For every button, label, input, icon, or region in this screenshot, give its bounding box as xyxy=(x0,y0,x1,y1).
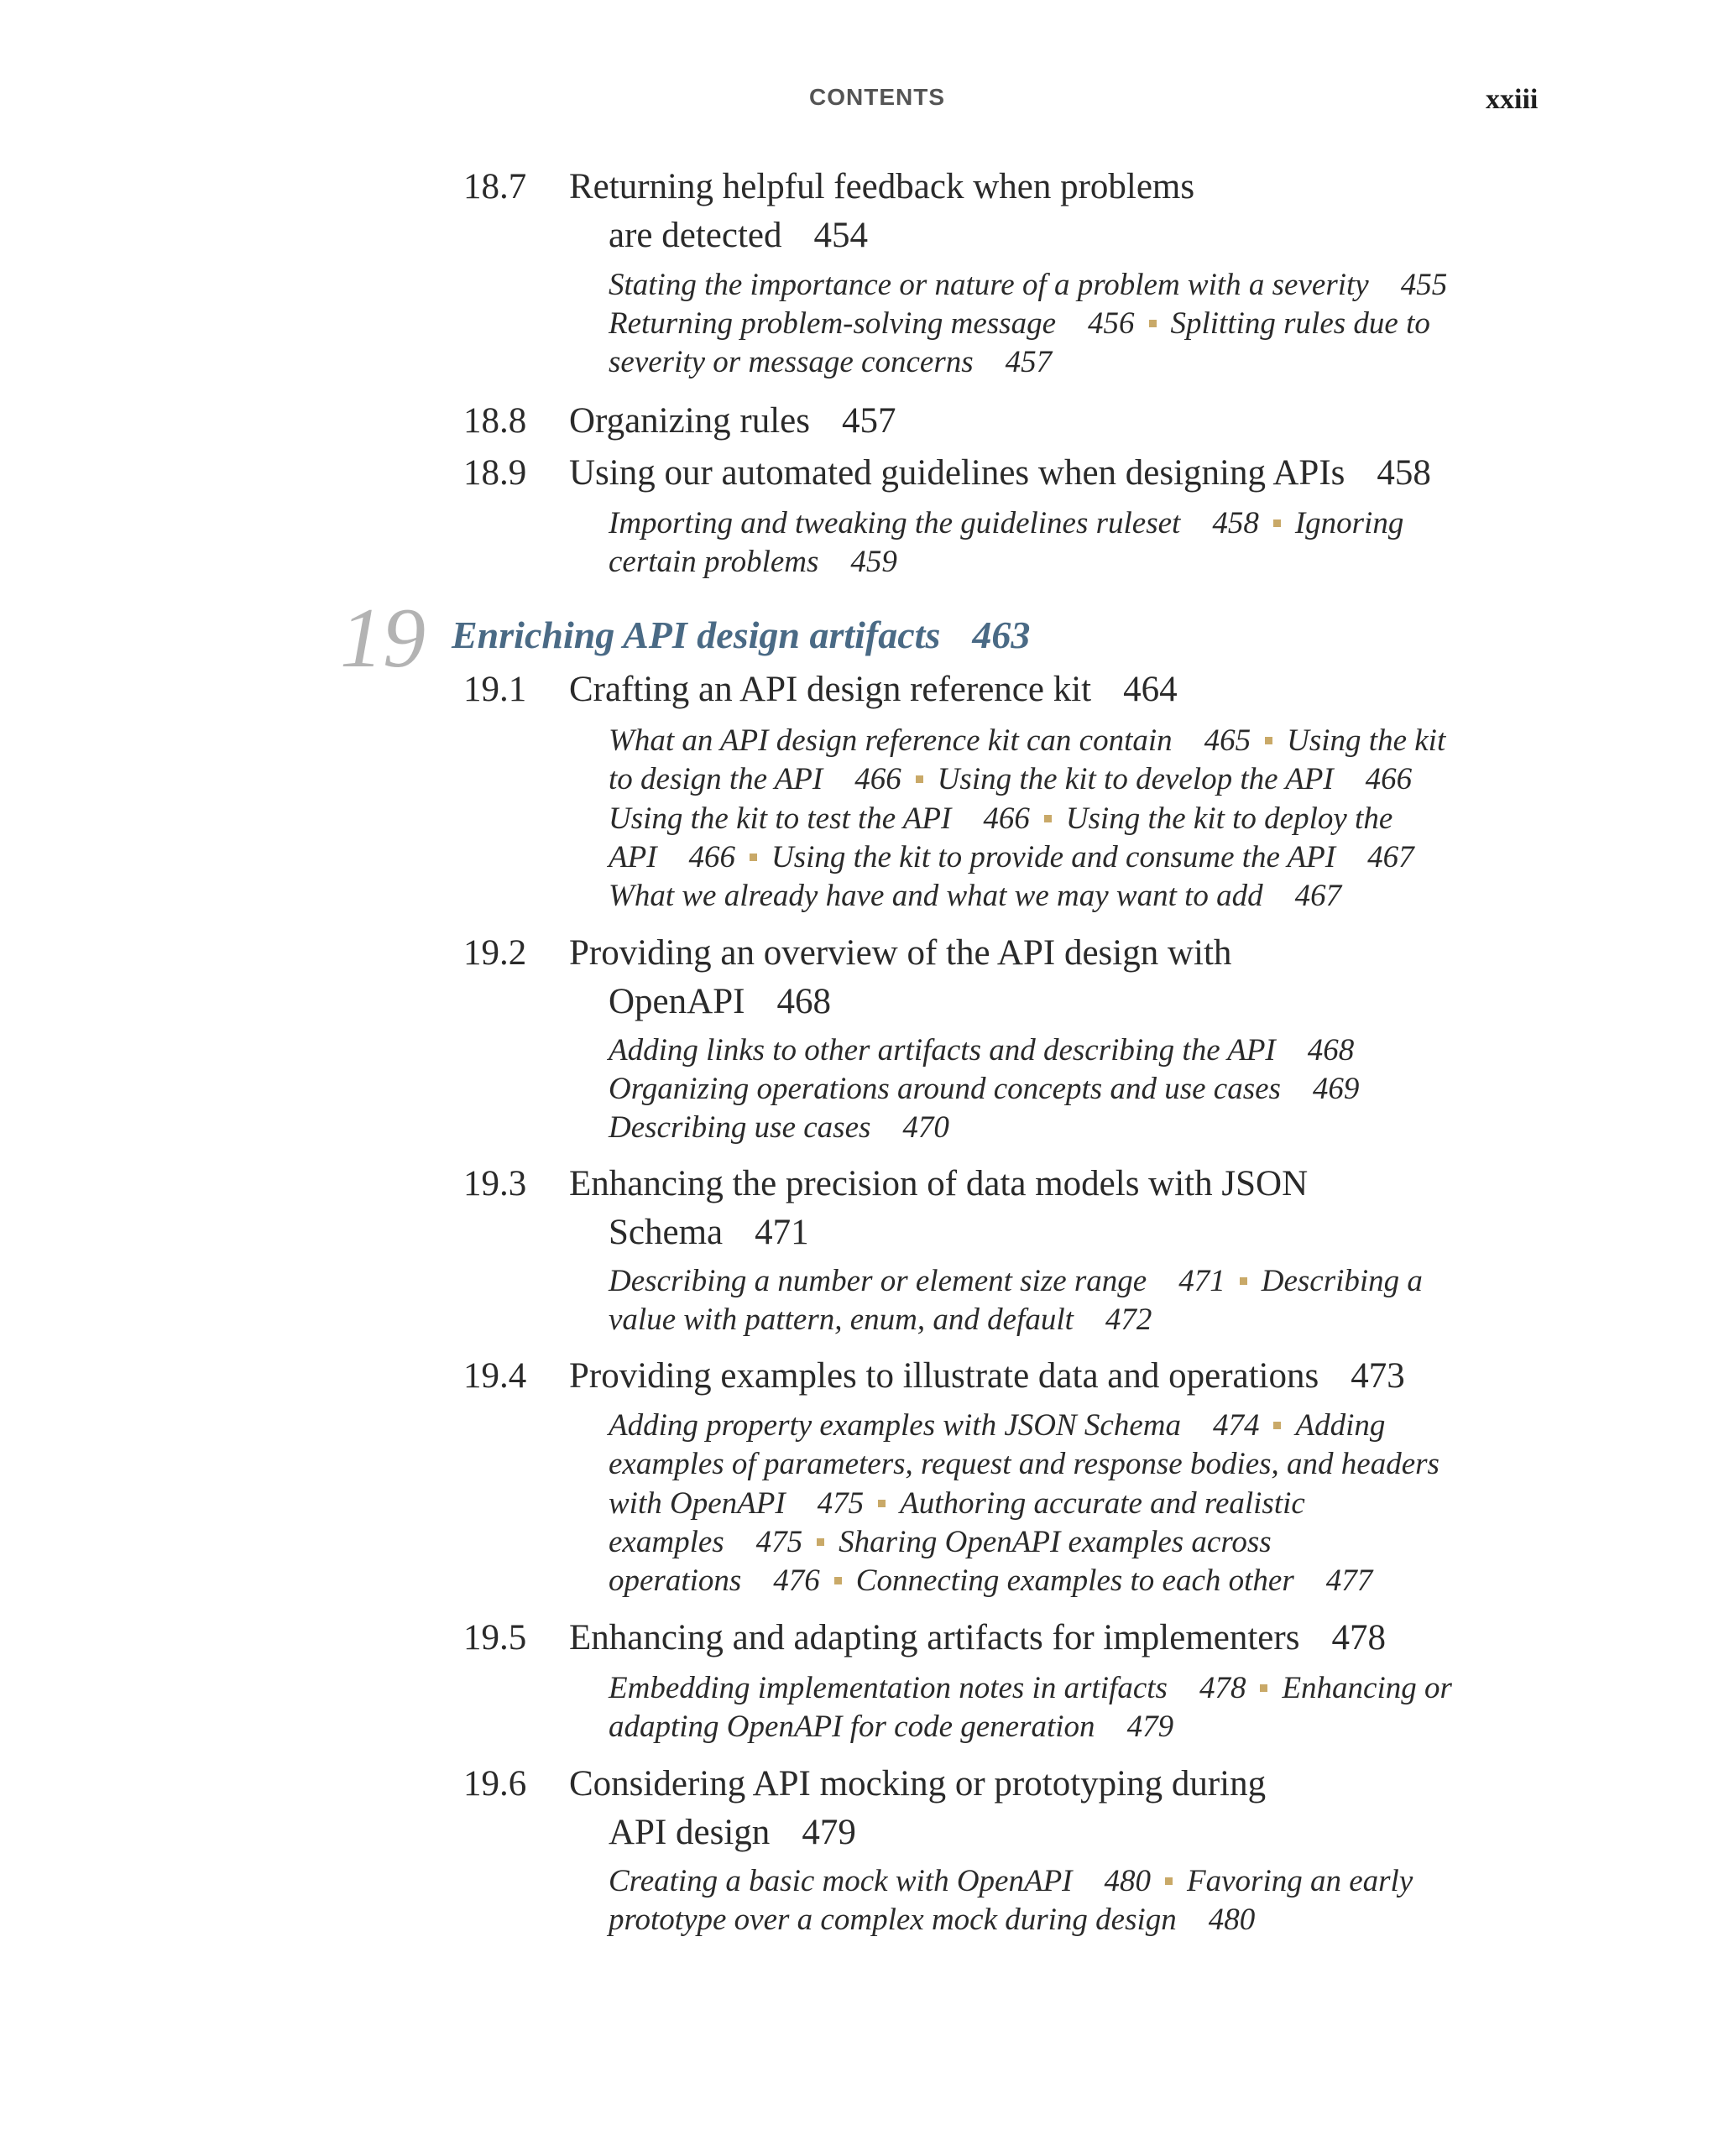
bullet-separator xyxy=(916,775,923,783)
section-title: Organizing rules 457 xyxy=(569,401,896,441)
section-number: 19.1 xyxy=(463,670,527,709)
chapter-number: 19 xyxy=(340,591,426,686)
subsection-line: with OpenAPI 475 Authoring accurate and realistic xyxy=(609,1486,1305,1521)
subsection-line: Using the kit to test the API 466 Using the kit to deploy the xyxy=(609,801,1393,836)
section-number: 19.3 xyxy=(463,1164,527,1203)
subsection-line: examples 475 Sharing OpenAPI examples across xyxy=(609,1525,1272,1559)
subsection-line: What an API design reference kit can contain 465 Using the kit xyxy=(609,723,1446,758)
section-number: 19.2 xyxy=(463,933,527,973)
subsection-line: Importing and tweaking the guidelines ruleset 458 Ignoring xyxy=(609,506,1404,540)
subsection-line: to design the API 466 Using the kit to develop the API 466 xyxy=(609,762,1413,796)
section-title-continued: are detected 454 xyxy=(609,216,868,255)
section-page: 454 xyxy=(813,216,868,255)
bullet-separator xyxy=(1273,519,1281,527)
bullet-separator xyxy=(1044,815,1052,822)
subsection-line: Describing use cases 470 xyxy=(609,1110,949,1145)
subsection-line: Organizing operations around concepts and use cases 469 xyxy=(609,1072,1360,1106)
section-title: Crafting an API design reference kit 464 xyxy=(569,670,1178,709)
section-title-continued: Schema 471 xyxy=(609,1213,809,1252)
bullet-separator xyxy=(750,854,757,861)
bullet-separator xyxy=(1240,1277,1247,1285)
bullet-separator xyxy=(834,1577,842,1584)
subsection-line: What we already have and what we may want to add 467 xyxy=(609,879,1342,913)
bullet-separator xyxy=(817,1538,824,1546)
section-page: 479 xyxy=(802,1813,856,1852)
running-head: CONTENTS xyxy=(809,84,945,110)
section-title: Providing an overview of the API design with xyxy=(569,933,1232,973)
subsection-line: Creating a basic mock with OpenAPI 480 Favoring an early xyxy=(609,1864,1413,1898)
section-title: Using our automated guidelines when designing APIs 458 xyxy=(569,453,1431,493)
section-page: 473 xyxy=(1351,1356,1405,1396)
section-page: 468 xyxy=(776,982,831,1021)
section-title: Enhancing the precision of data models with JSON xyxy=(569,1164,1309,1203)
page-number: xxiii xyxy=(1486,84,1539,115)
section-title-continued: OpenAPI 468 xyxy=(609,982,831,1021)
section-title: Providing examples to illustrate data and operations 473 xyxy=(569,1356,1405,1396)
section-page: 464 xyxy=(1123,670,1178,709)
subsection-line: Returning problem-solving message 456 Splitting rules due to xyxy=(609,306,1430,341)
bullet-separator xyxy=(1265,737,1272,744)
section-number: 19.5 xyxy=(463,1618,527,1657)
section-number: 18.9 xyxy=(463,453,527,493)
section-number: 19.4 xyxy=(463,1356,527,1396)
section-title-continued: API design 479 xyxy=(609,1813,856,1852)
subsection-line: API 466 Using the kit to provide and consume the API 467 xyxy=(609,840,1414,874)
subsection-line: severity or message concerns 457 xyxy=(609,345,1053,379)
chapter-title: Enriching API design artifacts 463 xyxy=(452,613,1031,656)
subsection-line: examples of parameters, request and response bodies, and headers xyxy=(609,1447,1439,1481)
subsection-line: Stating the importance or nature of a problem with a severity 455 xyxy=(609,268,1448,302)
section-page: 457 xyxy=(842,401,896,441)
section-number: 18.7 xyxy=(463,167,527,206)
section-title: Enhancing and adapting artifacts for implementers 478 xyxy=(569,1618,1386,1657)
subsection-line: value with pattern, enum, and default 472 xyxy=(609,1302,1152,1337)
subsection-line: prototype over a complex mock during design 480 xyxy=(609,1903,1256,1937)
bullet-separator xyxy=(1165,1877,1173,1885)
subsection-line: Embedding implementation notes in artifacts 478 Enhancing or xyxy=(609,1671,1452,1705)
bullet-separator xyxy=(1273,1422,1281,1429)
section-title: Returning helpful feedback when problems xyxy=(569,167,1195,206)
chapter-page: 463 xyxy=(972,613,1031,656)
section-page: 471 xyxy=(755,1213,809,1252)
subsection-line: Adding property examples with JSON Schema 474 Adding xyxy=(609,1408,1386,1443)
subsection-line: adapting OpenAPI for code generation 479 xyxy=(609,1710,1174,1744)
subsection-line: certain problems 459 xyxy=(609,545,897,579)
section-number: 18.8 xyxy=(463,401,527,441)
subsection-line: operations 476 Connecting examples to each other 477 xyxy=(609,1563,1373,1598)
bullet-separator xyxy=(1149,320,1157,327)
bullet-separator xyxy=(1260,1684,1267,1692)
section-title: Considering API mocking or prototyping during xyxy=(569,1764,1267,1804)
subsection-line: Adding links to other artifacts and describing the API 468 xyxy=(609,1033,1355,1068)
section-page: 458 xyxy=(1377,453,1431,493)
section-page: 478 xyxy=(1331,1618,1386,1657)
section-number: 19.6 xyxy=(463,1764,527,1804)
bullet-separator xyxy=(878,1500,886,1507)
subsection-line: Describing a number or element size range 471 Describing a xyxy=(609,1264,1423,1298)
